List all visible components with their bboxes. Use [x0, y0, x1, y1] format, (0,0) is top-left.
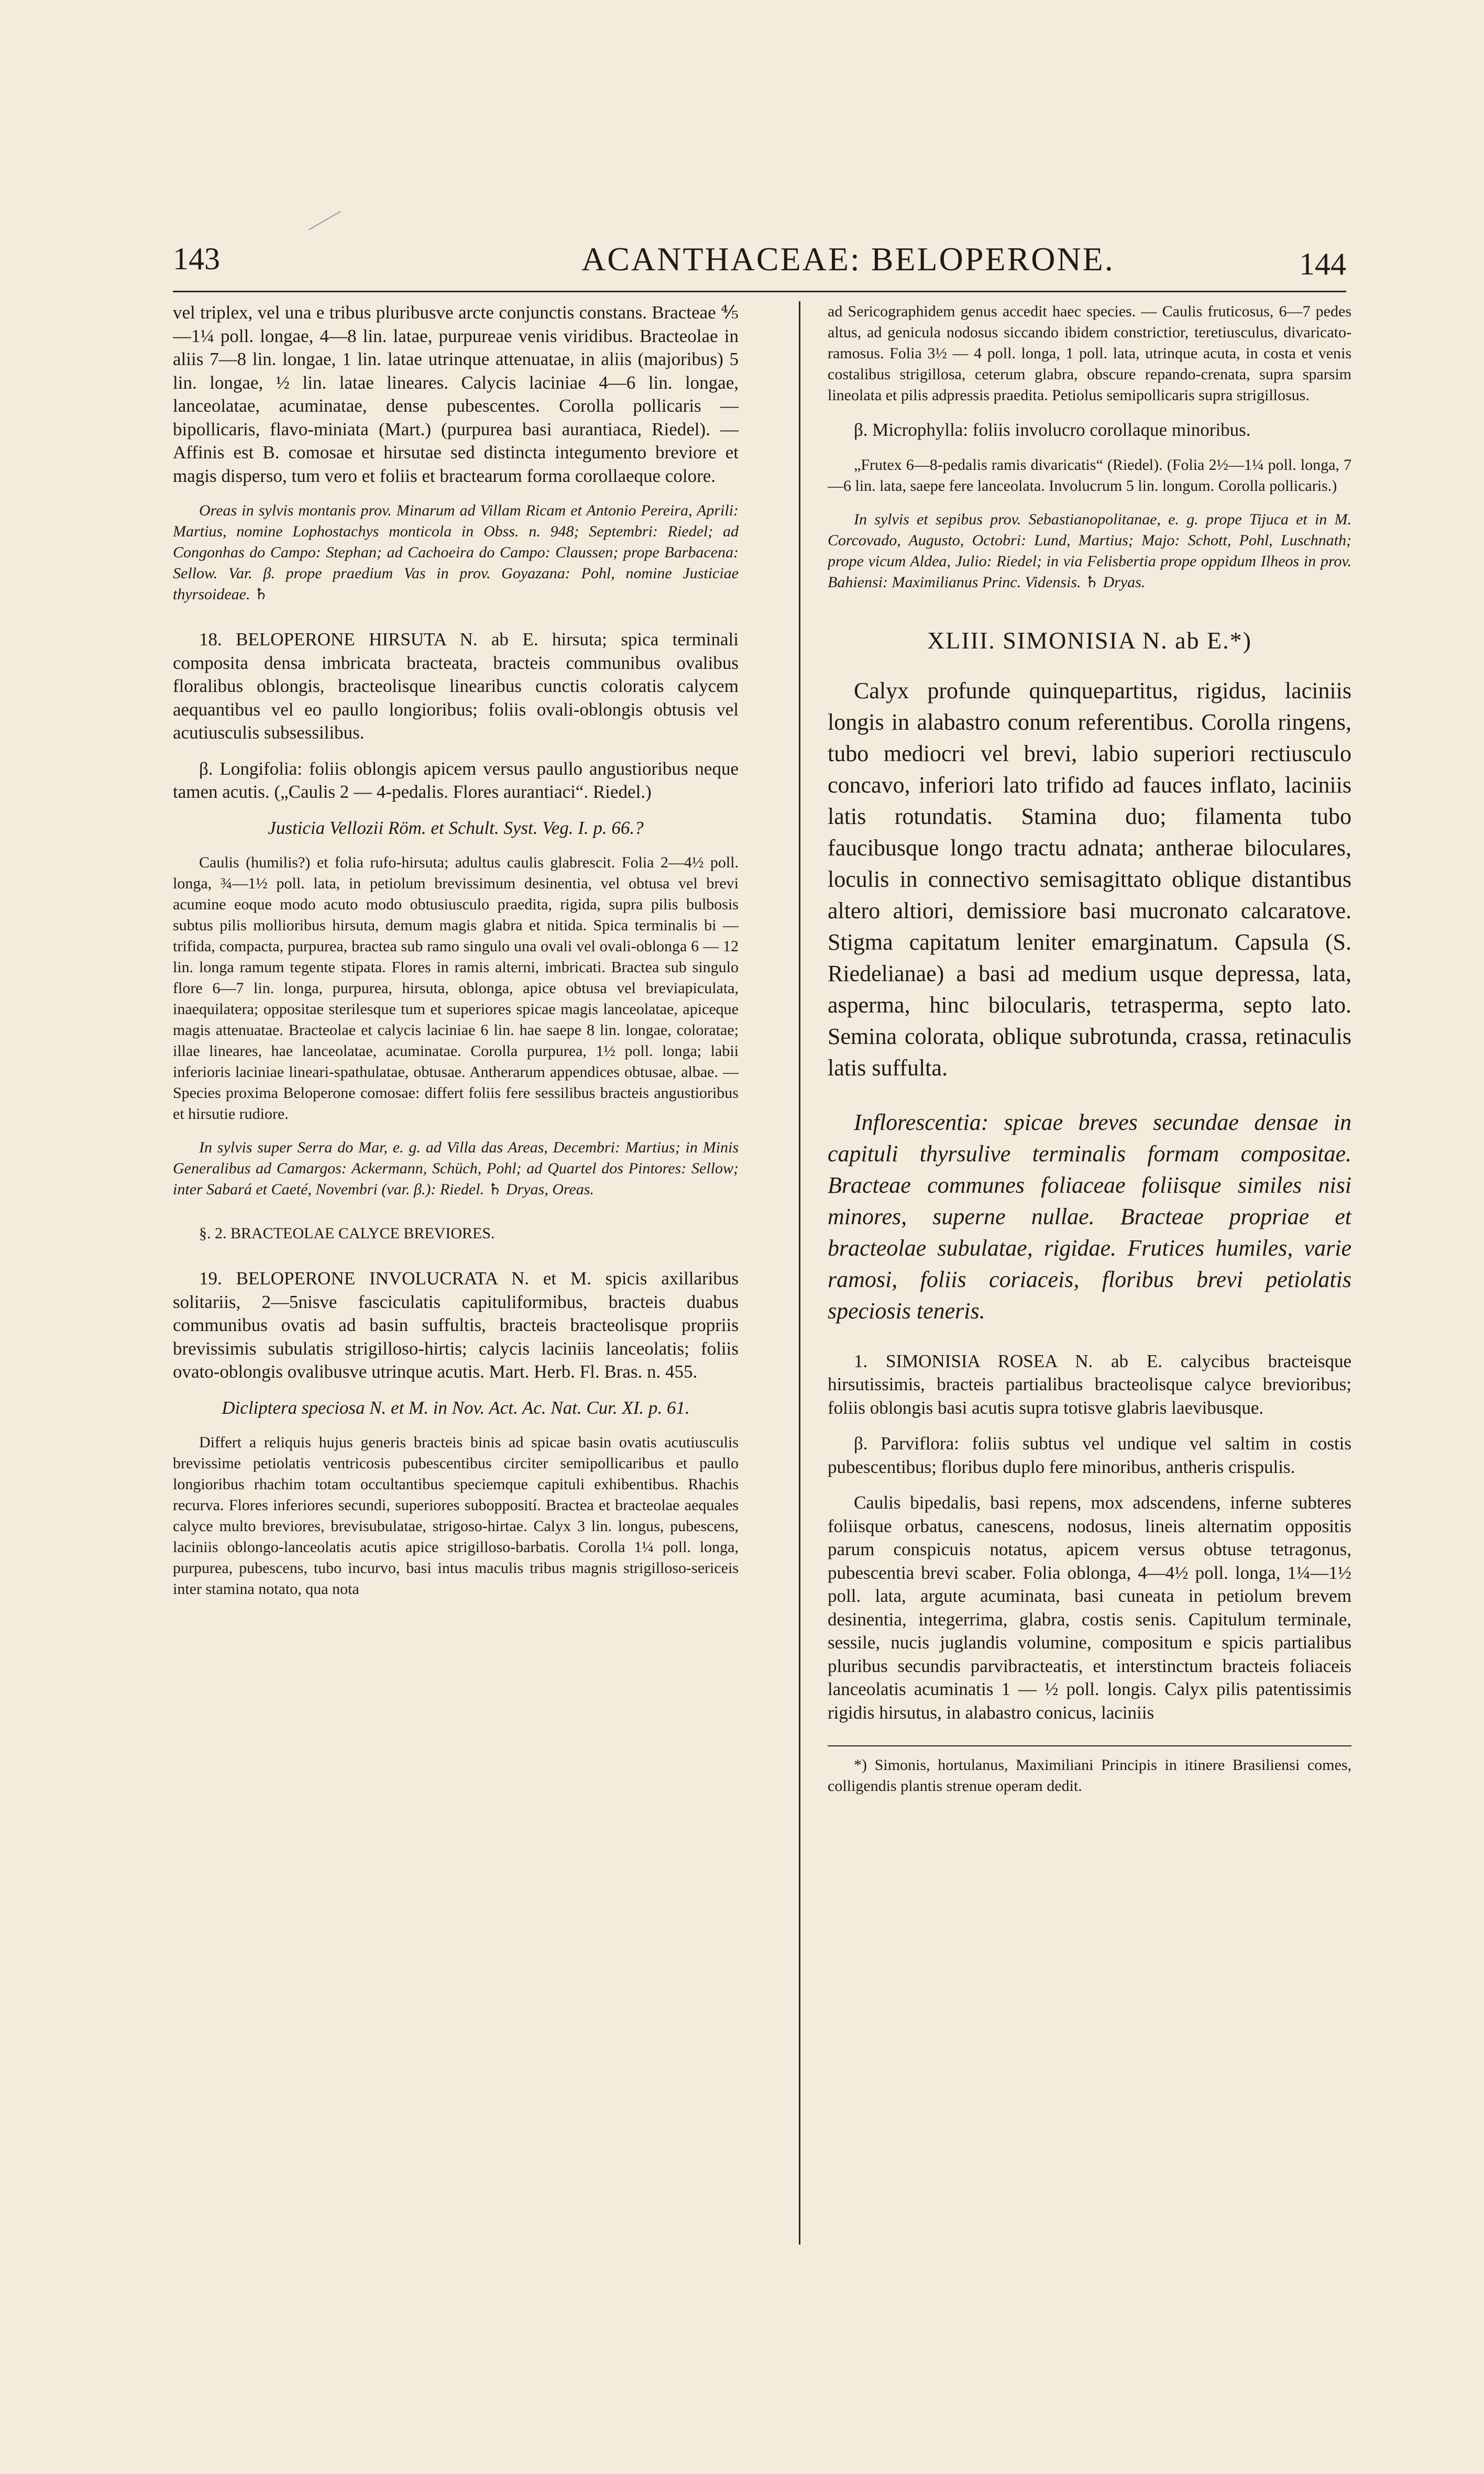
locality-paragraph: Oreas in sylvis montanis prov. Minarum ad Villam Ricam et Antonio Pereira, Aprili: Martius, nomine Lophostachys monticola in Obss. n. 948; Septembri: Riedel; ad Congonhas do Campo: Stephan; ad Cachoeira do Campo: Claussen; prope Barbacena: Sellow. Var. β. prope praedium Vas in prov. Goyazana: Pohl, nomine Justiciae thyrsoideae. ♄ [173, 502, 739, 603]
locality-paragraph: In sylvis et sepibus prov. Sebastianopolitanae, e. g. prope Tijuca et in M. Corcovado, Augusto, Octobri: Lund, Martius; Majo: Schott, Pohl, Luschnath; prope vicum Aldea, Julio: Riedel; in via Felisbertia prope oppidum Ilheos in prov. Bahiensi: Maximilianus Princ. Vidensis. ♄ Dryas. [828, 510, 1351, 591]
description-paragraph: „Frutex 6—8-pedalis ramis divaricatis“ (Riedel). (Folia 2½—1¼ poll. longa, 7—6 lin. lata, saepe fere lanceolata. Involucrum 5 lin. longum. Corolla pollicaris.) [828, 456, 1351, 494]
running-title: ACANTHACEAE: BELOPERONE. [581, 240, 1115, 278]
genus-heading: XLIII. SIMONISIA N. ab E.*) [927, 626, 1252, 654]
locality-paragraph: In sylvis super Serra do Mar, e. g. ad Villa das Areas, Decembri: Martius; in Minis Generalibus ad Camargos: Ackermann, Schüch, Pohl; ad Quartel dos Pintores: Sellow; inter Sabará et Caeté, Novembri (var. β.): Riedel. ♄ Dryas, Oreas. [173, 1139, 739, 1198]
section-heading: §. 2. BRACTEOLAE CALYCE BREVIORES. [199, 1225, 495, 1242]
genus-description: Calyx profunde quinquepartitus, rigidus, laciniis longis in alabastro conum referentibus. Corolla ringens, tubo mediocri vel brevi, labio superiori rectiusculo concavo, inferiori lato trifido ad fauces inflato, laciniis latis rotundatis. Stamina duo; filamenta tubo faucibusque longo tractu adnata; antherae biloculares, loculis in connectivo semisagittato oblique distantibus altero altiori, demissiore basi mucronato calcaratove. Stigma capitatum leniter emarginatum. Capsula (S. Riedelianae) a basi ad medium usque depressa, lata, asperma, hinc bilocularis, tetrasperma, septo lato. Semina colorata, oblique subrotunda, crassa, retinaculis latis suffulta. [828, 677, 1351, 1081]
left-column [173, 301, 739, 2245]
description-paragraph: Differt a reliquis hujus generis bracteis binis ad spicae basin ovatis acutiusculis brevissime petiolatis ventricosis pubescentibus circiter semipollicaribus et paullo longioribus rhachim totam occultantibus speciemque capituli exhibentibus. Rhachis recurva. Flores inferiores secundi, superiores subopposití. Bractea et bracteolae aequales calyce multo breviores, brevisubulatae, strigoso-hirtae. Calyx 3 lin. longus, pubescens, laciniis oblongo-lanceolatis acutis apice strigilloso-barbatis. Corolla 1¼ poll. longa, purpurea, pubescens, tubo incurvo, basi intus maculis tribus magnis strigilloso-sericeis inter stamina notato, qua nota [173, 1434, 739, 1598]
right-column [828, 301, 1351, 2245]
synonym-line: Justicia Vellozii Röm. et Schult. Syst. Veg. I. p. 66.? [268, 817, 644, 838]
column-divider [799, 301, 800, 2245]
decorative-stroke [309, 211, 341, 230]
header-rule [173, 291, 1346, 292]
variety-paragraph: β. Microphylla: foliis involucro corollaque minoribus. [854, 420, 1251, 440]
description-paragraph: ad Sericographidem genus accedit haec species. — Caulis fruticosus, 6—7 pedes altus, ad genicula nodosus siccando ibidem constrictior, teretiusculus, divaricato-ramosus. Folia 3½ — 4 poll. longa, 1 poll. lata, utrinque acuta, in costa et venis costalibus strigillosa, ceterum glabra, obscure repando-crenata, supra sparsim lineolata et pilis adpressis praedita. Petiolus semipollicaris supra strigillosus. [828, 303, 1351, 404]
page-number-right: 144 [1299, 247, 1346, 281]
footnote: *) Simonis, hortulanus, Maximiliani Principis in itinere Brasiliensi comes, colligendis plantis strenue operam dedit. [828, 1756, 1351, 1795]
synonym-line: Dicliptera speciosa N. et M. in Nov. Act. Ac. Nat. Cur. XI. p. 61. [222, 1397, 690, 1418]
species-heading-paragraph: 19. BELOPERONE INVOLUCRATA N. et M. spicis axillaribus solitariis, 2—5nisve fasciculatis capituliformibus, bracteis duabus communibus ovatis ad basin suffultis, bracteis bracteolisque propriis brevissimis subulatis strigilloso-hirtis; calycis laciniis lanceolatis; foliis ovato-oblongis ovalibusve utrinque acutis. Mart. Herb. Fl. Bras. n. 455. [173, 1268, 739, 1382]
species-heading-paragraph: 18. BELOPERONE HIRSUTA N. ab E. hirsuta; spica terminali composita densa imbricata bracteata, bracteis communibus ovalibus floralibus oblongis, bracteolisque linearibus cunctis coloratis calycem aequantibus vel eo paullo longioribus; foliis ovali-oblongis obtusis vel acutiusculis subsessilibus. [173, 629, 739, 743]
description-paragraph: Caulis bipedalis, basi repens, mox adscendens, inferne subteres foliisque orbatus, canescens, nodosus, lineis alternatim oppositis parum conspicuis notatus, apicem versus obtuse tetragonus, pubescentia brevi scaber. Folia oblonga, 4—4½ poll. longa, 1¼—1½ poll. lata, argute acuminata, basi cuneata in petiolum brevem desinentia, integerrima, glabra, costis senis. Capitulum terminale, sessile, nucis juglandis volumine, compositum e spicis partialibus pluribus secundis parvibracteatis, et interstinctum bracteis foliaceis lanceolatis acuminatis 1 — ½ poll. longis. Calyx pilis patentissimis rigidis hirsutus, in alabastro conicus, laciniis [828, 1492, 1351, 1723]
variety-paragraph: β. Longifolia: foliis oblongis apicem versus paullo angustioribus neque tamen acutis. („Caulis 2 — 4-pedalis. Flores aurantiaci“. Riedel.) [173, 758, 739, 802]
paragraph: vel triplex, vel una e tribus pluribusve arcte conjunctis constans. Bracteae ⅘—1¼ poll. longae, 4—8 lin. latae, purpureae venis viridibus. Bracteolae in aliis 7—8 lin. longae, 1 lin. latae utrinque attenuatae, in aliis (majoribus) 5 lin. longae, ½ lin. latae lineares. Calycis laciniae 4—6 lin. longae, lanceolatae, acuminatae, dense pubescentes. Corolla pollicaris — bipollicaris, flavo-miniata (Mart.) (purpurea basi aurantiaca, Riedel). — Affinis est B. comosae et hirsutae sed distincta integumento breviore et magis disperso, tum vero et foliis et bractearum forma corollaeque colore. [173, 302, 739, 486]
footnote-rule [828, 1745, 1351, 1746]
species-heading-paragraph: 1. SIMONISIA ROSEA N. ab E. calycibus bracteisque hirsutissimis, bracteis partialibus bracteolisque calyce brevioribus; foliis oblongis basi acutis supra totisve glabris laevibusque. [828, 1350, 1351, 1418]
inflorescence-paragraph: Inflorescentia: spicae breves secundae densae in capituli thyrsulive terminalis formam compositae. Bracteae communes foliaceae foliisque similes nisi minores, superne nullae. Bracteae propriae et bracteolae subulatae, rigidae. Frutices humiles, varie ramosi, foliis coriaceis, floribus brevi petiolatis speciosis teneris. [828, 1109, 1351, 1324]
description-paragraph: Caulis (humilis?) et folia rufo-hirsuta; adultus caulis glabrescit. Folia 2—4½ poll. longa, ¾—1½ poll. lata, in petiolum brevissimum desinentia, vel obtusa vel brevi acumine eoque modo acuto modo obtusiusculo praedita, rigida, supra pilis bulbosis subtus pilis mollioribus hirsuta, demum magis glabra et nitida. Spica terminalis bi — trifida, compacta, purpurea, bractea sub ramo singulo una ovali vel ovali-oblonga 6 — 12 lin. longa ramum tegente stipata. Flores in ramis alterni, imbricati. Bractea sub singulo flore 6—7 lin. longa, purpurea, hirsuta, oblonga, apice obtusa vel breviapiculata, inaequilatera; oppositae sterilesque tum et superiores spicae magis lanceolatae, apiceque magis attenuatae. Bracteolae et calycis laciniae 6 lin. hae saepe 8 lin. longae, coloratae; illae lineares, hae lanceolatae, acuminatae. Corolla purpurea, 1½ poll. longa; labii inferioris laciniae lineari-spathulatae, obtusae. Antherarum appendices obtusae, albae. — Species proxima Beloperone comosae: differt foliis fere sessilibus bracteis angustioribus et hirsutie rudiore. [173, 854, 739, 1123]
page-header [173, 236, 1346, 288]
variety-paragraph: β. Parviflora: foliis subtus vel undique vel saltim in costis pubescentibus; floribus duplo fere minoribus, antheris crispulis. [828, 1433, 1351, 1477]
page-number-left: 143 [173, 241, 220, 276]
